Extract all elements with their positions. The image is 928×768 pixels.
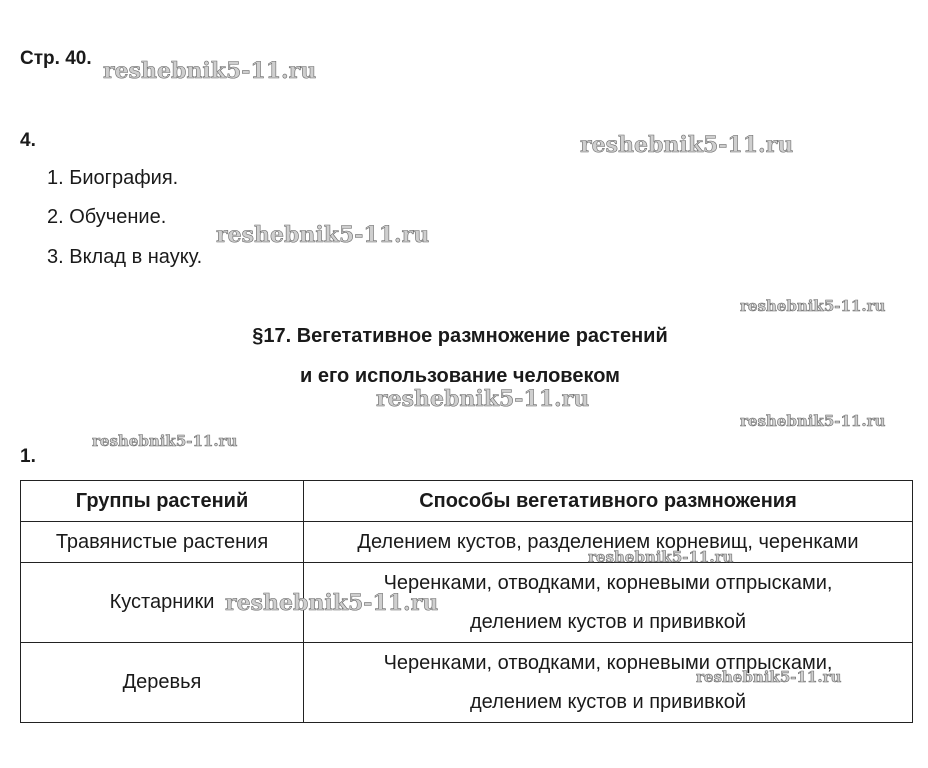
- cell-group-shrubs: Кустарники: [21, 563, 304, 643]
- list-item-contribution: 3. Вклад в науку.: [47, 246, 203, 268]
- methods-line: Черенками, отводками, корневыми отпрысками,: [383, 651, 833, 674]
- methods-line: делением кустов и прививкой: [469, 610, 747, 633]
- task-4-number: 4.: [20, 130, 36, 151]
- methods-line: делением кустов и прививкой: [469, 690, 747, 713]
- watermark: reshebnik5-11.ru: [376, 386, 590, 412]
- table-row: [21, 643, 913, 723]
- cell-methods-trees: [304, 643, 913, 723]
- watermark: reshebnik5-11.ru: [92, 432, 238, 450]
- cell-methods-shrubs: [304, 563, 913, 643]
- table-row: [21, 563, 913, 643]
- header-propagation-methods: Способы вегетативного размножения: [304, 481, 913, 522]
- watermark: reshebnik5-11.ru: [580, 132, 794, 158]
- section-title-line-2: и его использование человеком: [300, 365, 620, 387]
- vegetative-propagation-table: [20, 480, 913, 723]
- watermark: reshebnik5-11.ru: [216, 222, 430, 248]
- methods-line: Делением кустов, разделением корневищ, черенками: [357, 530, 859, 553]
- list-item-biography: 1. Биография.: [47, 167, 179, 189]
- watermark: reshebnik5-11.ru: [103, 58, 317, 84]
- header-plant-groups: Группы растений: [21, 481, 304, 522]
- watermark: reshebnik5-11.ru: [588, 548, 734, 566]
- page-reference: Стр. 40.: [20, 48, 92, 69]
- section-title-line-1: §17. Вегетативное размножение растений: [252, 325, 668, 347]
- watermark: reshebnik5-11.ru: [696, 668, 842, 686]
- list-item-education: 2. Обучение.: [47, 206, 167, 228]
- watermark: reshebnik5-11.ru: [740, 412, 886, 430]
- methods-line: Черенками, отводками, корневыми отпрысками,: [383, 571, 833, 594]
- watermark: reshebnik5-11.ru: [740, 297, 886, 315]
- cell-group-herbaceous: Травянистые растения: [21, 522, 304, 563]
- cell-group-trees: Деревья: [21, 643, 304, 723]
- task-1-number: 1.: [20, 446, 36, 467]
- table-header-row: [21, 481, 913, 522]
- table-row: [21, 522, 913, 563]
- watermark: reshebnik5-11.ru: [225, 590, 439, 616]
- cell-methods-herbaceous: [304, 522, 913, 563]
